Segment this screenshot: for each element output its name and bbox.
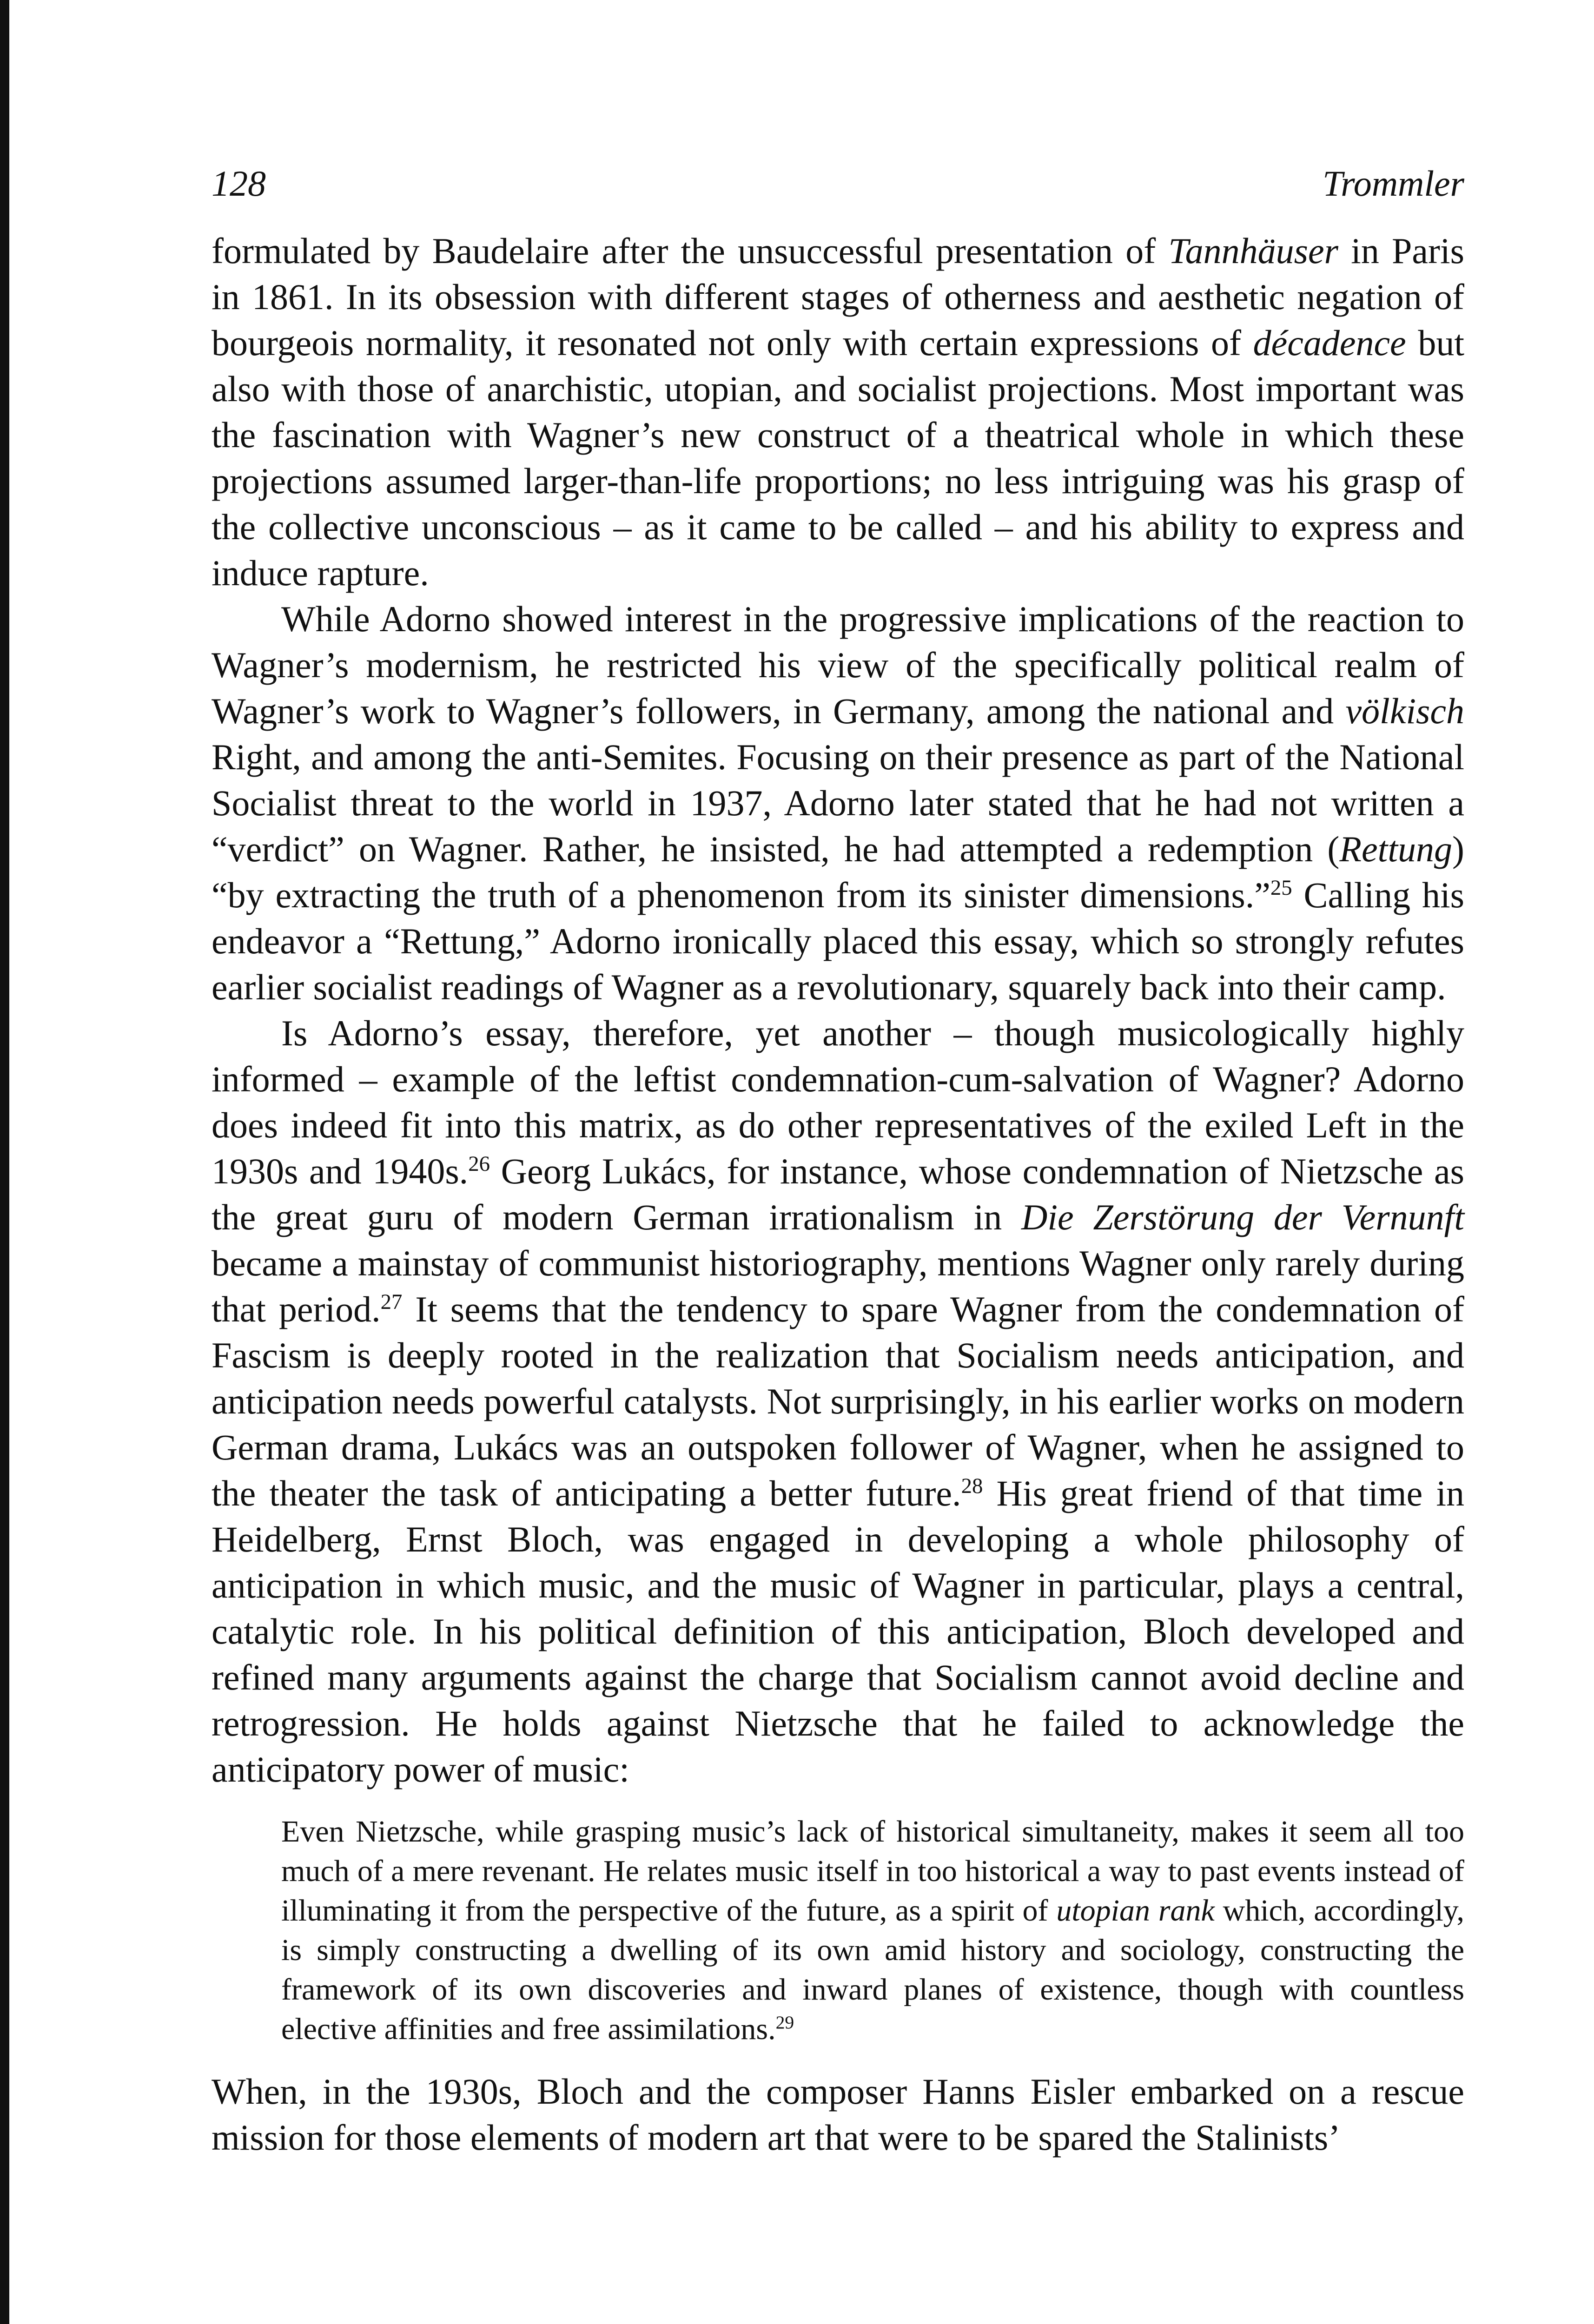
paragraph-1: formulated by Baudelaire after the unsuccessful presentation of Tannhäuser in Paris in 1861. In its obsession with different stages of otherness and aesthetic negation of bourgeois normality, it resonated not only with certain expressions of décadence but also with those of anarchistic, utopian, and socialist projections. Most important was the fascination with Wagner’s new construct of a theatrical whole in which these projections assumed larger-than-life proportions; no less intriguing was his grasp of the collective unconscious – as it came to be called – and his ability to express and induce rapture. [212, 231, 1465, 593]
block-quote: Even Nietzsche, while grasping music’s lack of historical simultaneity, makes it seem all too much of a mere revenant. He relates music itself in too historical a way to past events instead of illuminating it from the perspective of the future, as a spirit of utopian rank which, accordingly, is simply constructing a dwelling of its own amid history and sociology, constructing the framework of its own discoveries and inward planes of existence, though with countless elective affinities and free assimilations.$^{29}$ [281, 1815, 1464, 2046]
body-text [212, 228, 1464, 2160]
paragraph-4: When, in the 1930s, Bloch and the composer Hanns Eisler embarked on a rescue mission for those elements of modern art that were to be spared the Stalinists’ [212, 2071, 1464, 2158]
footnote-ref-28: 28 [961, 1474, 983, 1498]
footnote-ref-27: 27 [380, 1290, 403, 1314]
footnote-ref-29: 29 [775, 2012, 794, 2033]
page-number: 128 [212, 163, 266, 204]
book-page [212, 163, 1464, 2160]
paragraph-3: Is Adorno’s essay, therefore, yet another – though musicologically highly informed – example of the leftist condemnation-cum-salvation of Wagner? Adorno does indeed fit into this matrix, as do other representatives of the exiled Left in the 1930s and 1940s.$^{26}$ Georg Lukács, for instance, whose condemnation of Nietzsche as the great guru of modern German irrationalism in Die Zerstörung der Vernunft became a mainstay of communist historiography, mentions Wagner only rarely during that period.$^{27}$ It seems that the tendency to spare Wagner from the condemnation of Fascism is deeply rooted in the realization that Socialism needs anticipation, and anticipation needs powerful catalysts. Not surprisingly, in his earlier works on modern German drama, Lukács was an outspoken follower of Wagner, when he assigned to the theater the task of anticipating a better future.$^{28}$ His great friend of that time in Heidelberg, Ernst Bloch, was engaged in developing a whole philosophy of anticipation in which music, and the music of Wagner in particular, plays a central, catalytic role. In his political definition of this anticipation, Bloch developed and refined many arguments against the charge that Socialism cannot avoid decline and retrogression. He holds against Nietzsche that he failed to acknowledge the anticipatory power of music: [212, 1013, 1464, 1789]
running-header [212, 163, 1464, 214]
scan-edge-left [0, 0, 9, 2324]
paragraph-2: While Adorno showed interest in the progressive implications of the reaction to Wagner’s modernism, he restricted his view of the specifically political realm of Wagner’s work to Wagner’s followers, in Germany, among the national and völkisch Right, and among the anti-Semites. Focusing on their presence as part of the National Socialist threat to the world in 1937, Adorno later stated that he had not written a “verdict” on Wagner. Rather, he insisted, he had attempted a redemption (Rettung) “by extracting the truth of a phenomenon from its sinister dimensions.”$^{25}$ Calling his endeavor a “Rettung,” Adorno ironically placed this essay, which so strongly refutes earlier socialist readings of Wagner as a revolutionary, squarely back into their camp. [212, 599, 1464, 1007]
footnote-ref-25: 25 [1270, 876, 1292, 900]
footnote-ref-26: 26 [468, 1152, 490, 1176]
running-title: Trommler [1323, 163, 1464, 204]
